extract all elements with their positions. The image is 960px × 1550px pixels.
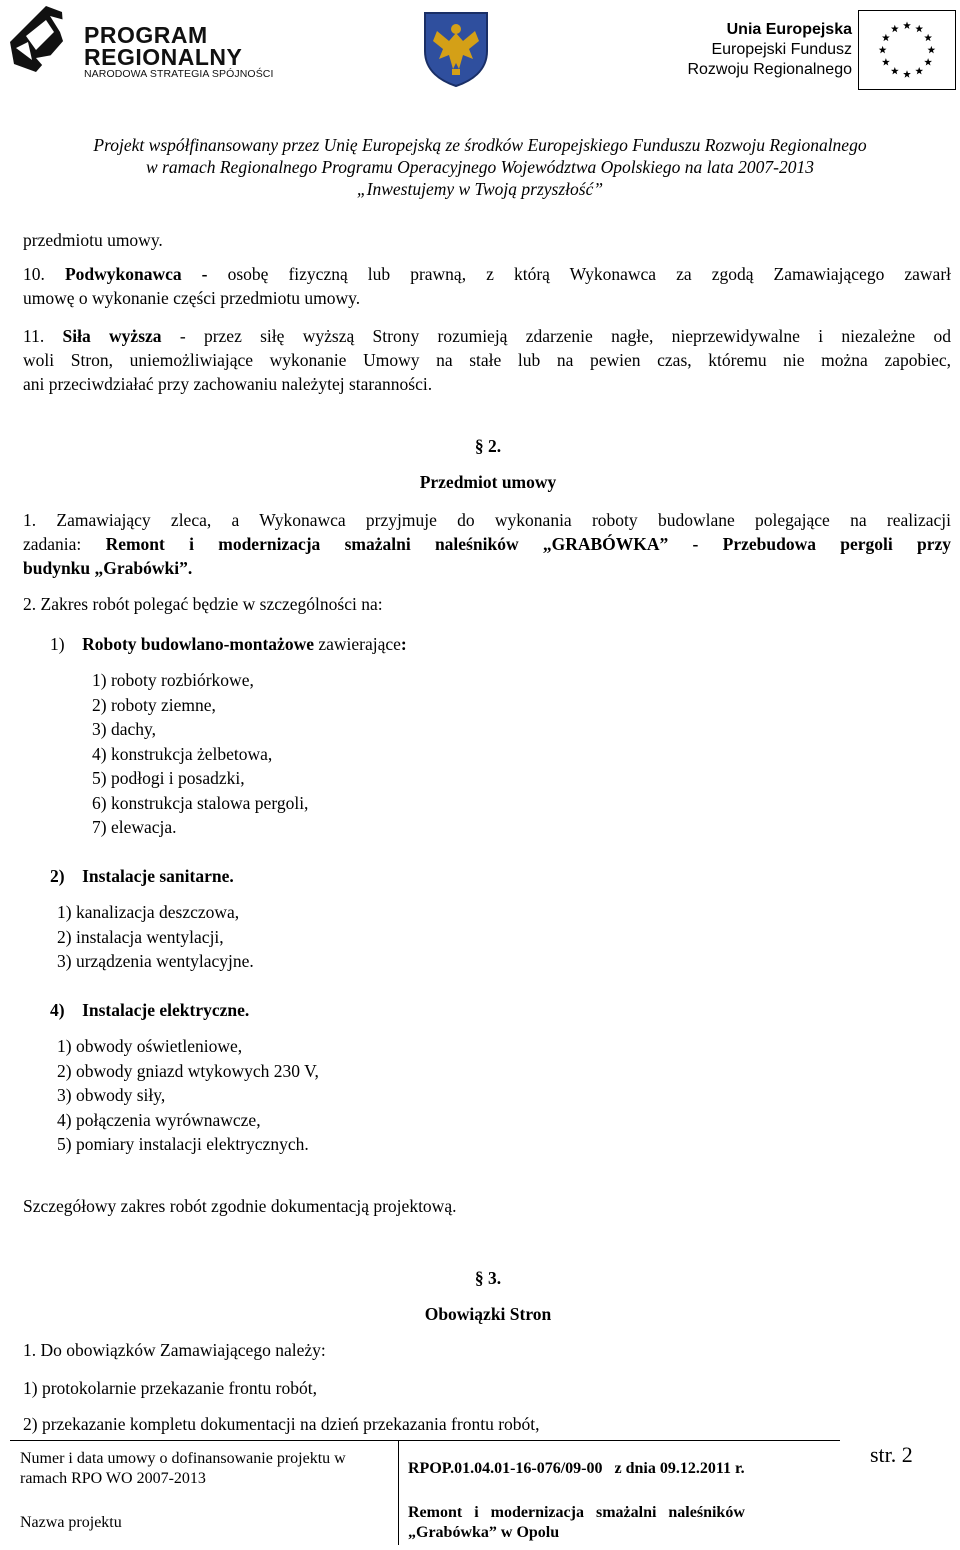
p10-number: 10. bbox=[23, 264, 45, 284]
s2-p1-line1: 1. Zamawiający zleca, a Wykonawca przyjmuje do wykonania roboty budowlane polegające na realizacji bbox=[23, 510, 951, 530]
footer-label-contract-line1: Numer i data umowy o dofinansowanie projektu w bbox=[20, 1450, 346, 1467]
eu-star-icon bbox=[915, 25, 923, 32]
eu-star-icon bbox=[903, 22, 911, 29]
paragraph-11-line2: woli Stron, uniemożliwiające wykonanie Umowy na stałe lub na pewien czas, któremu nie można zapobiec, bbox=[23, 350, 951, 370]
eu-star-icon bbox=[891, 25, 899, 32]
s3-item1: 1) protokolarnie przekazanie frontu robót, bbox=[23, 1378, 317, 1398]
eu-star-icon bbox=[879, 46, 887, 53]
list-item: 6) konstrukcja stalowa pergoli, bbox=[92, 792, 309, 813]
scope-closing-text: Szczegółowy zakres robót zgodnie dokumentacją projektową. bbox=[23, 1196, 457, 1216]
section-3-number: § 3. bbox=[474, 1268, 502, 1288]
section-2-title: Przedmiot umowy bbox=[419, 472, 557, 492]
group3-list bbox=[57, 1034, 319, 1157]
footer-divider bbox=[10, 1440, 840, 1441]
eu-star-icon bbox=[882, 58, 890, 65]
list-item: 1) roboty rozbiórkowe, bbox=[92, 670, 254, 690]
project-line-2: w ramach Regionalnego Programu Operacyjnego Województwa Opolskiego na lata 2007-2013 bbox=[145, 157, 815, 177]
project-line-1: Projekt współfinansowany przez Unię Europejską ze środków Europejskiego Funduszu Rozwoju Regionalnego bbox=[93, 135, 867, 155]
list-item: 2) instalacja wentylacji, bbox=[57, 926, 224, 947]
eu-star-icon bbox=[924, 58, 932, 65]
paragraph-10-line1 bbox=[23, 262, 951, 286]
paragraph-11-line3: ani przeciwdziałać przy zachowaniu należytej staranności. bbox=[23, 374, 433, 394]
eu-star-icon bbox=[924, 34, 932, 41]
program-logo-line3: NARODOWA STRATEGIA SPÓJNOŚCI bbox=[84, 68, 274, 80]
page-number: str. 2 bbox=[870, 1442, 913, 1467]
list-item: 5) podłogi i posadzki, bbox=[92, 768, 245, 788]
group1-heading bbox=[50, 632, 407, 656]
footer-project-name-line2: „Grabówka” w Opolu bbox=[408, 1524, 560, 1541]
p11-text1: - przez siłę wyższą Strony rozumieją zdarzenie nagłe, nieprzewidywalne i niezależne od bbox=[179, 326, 951, 346]
eu-line1: Unia Europejska bbox=[726, 21, 852, 38]
list-item: 5) pomiary instalacji elektrycznych. bbox=[57, 1134, 309, 1154]
eu-star-icon bbox=[927, 46, 935, 53]
s2-p1-prefix: zadania: bbox=[23, 534, 82, 554]
group1-list bbox=[92, 668, 308, 840]
group1-num: 1) bbox=[50, 634, 65, 654]
list-item: 2) roboty ziemne, bbox=[92, 694, 216, 715]
list-item: 3) obwody siły, bbox=[57, 1085, 166, 1105]
list-item: 1) kanalizacja deszczowa, bbox=[57, 902, 240, 922]
eu-line3: Rozwoju Regionalnego bbox=[687, 61, 852, 78]
continuation-text: przedmiotu umowy. bbox=[23, 230, 163, 250]
paragraph-10-line2: umowę o wykonanie części przedmiotu umowy. bbox=[23, 288, 361, 308]
eu-star-icon bbox=[915, 67, 923, 74]
group1-title-rest: zawierające bbox=[318, 634, 401, 654]
section-2-number: § 2. bbox=[474, 436, 502, 456]
p10-text1: osobę fizyczną lub prawną, z którą Wykonawca za zgodą Zamawiającego zawarł bbox=[227, 264, 952, 284]
s3-p1: 1. Do obowiązków Zamawiającego należy: bbox=[23, 1340, 326, 1360]
group1-title: Roboty budowlano-montażowe bbox=[82, 634, 314, 654]
group2-heading: 2) Instalacje sanitarne. bbox=[50, 866, 234, 886]
p11-term: Siła wyższa bbox=[62, 326, 162, 346]
group2-list bbox=[57, 900, 254, 974]
eu-star-icon bbox=[903, 70, 911, 77]
footer-column-divider bbox=[398, 1441, 399, 1545]
list-item: 3) urządzenia wentylacyjne. bbox=[57, 951, 254, 971]
s2-p1-line2 bbox=[23, 532, 951, 556]
group3-heading: 4) Instalacje elektryczne. bbox=[50, 1000, 250, 1020]
group1-colon: : bbox=[400, 634, 407, 654]
project-line-3: „Inwestujemy w Twoją przyszłość” bbox=[356, 179, 604, 199]
list-item: 3) dachy, bbox=[92, 719, 156, 739]
list-item: 7) elewacja. bbox=[92, 817, 177, 837]
program-logo-line1: PROGRAM bbox=[84, 22, 208, 48]
eu-star-icon bbox=[891, 67, 899, 74]
list-item: 4) konstrukcja żelbetowa, bbox=[92, 743, 273, 764]
eu-label bbox=[687, 20, 852, 80]
footer-label-project-name: Nazwa projektu bbox=[20, 1514, 122, 1531]
footer-label-contract-line2: ramach RPO WO 2007-2013 bbox=[20, 1470, 206, 1487]
footer-project-name-line1: Remont i modernizacja smażalni naleśników bbox=[408, 1504, 745, 1521]
paragraph-11-line1 bbox=[23, 324, 951, 348]
eu-flag-icon bbox=[858, 10, 956, 90]
s2-p1-line3: budynku „Grabówki”. bbox=[23, 558, 193, 578]
opolskie-crest-icon bbox=[423, 11, 489, 87]
footer-contract-number: RPOP.01.04.01-16-076/09-00 z dnia 09.12.2011 r. bbox=[408, 1460, 745, 1477]
p11-number: 11. bbox=[23, 326, 45, 346]
section-3-title: Obowiązki Stron bbox=[424, 1304, 552, 1324]
s3-item2: 2) przekazanie kompletu dokumentacji na dzień przekazania frontu robót, bbox=[23, 1414, 540, 1434]
s2-p2: 2. Zakres robót polegać będzie w szczególności na: bbox=[23, 594, 383, 614]
p10-term: Podwykonawca - bbox=[64, 264, 208, 284]
list-item: 1) obwody oświetleniowe, bbox=[57, 1036, 243, 1056]
list-item: 2) obwody gniazd wtykowych 230 V, bbox=[57, 1060, 319, 1081]
list-item: 4) połączenia wyrównawcze, bbox=[57, 1109, 261, 1130]
eu-star-icon bbox=[882, 34, 890, 41]
s2-p1-task-name: Remont i modernizacja smażalni naleśników „GRABÓWKA” - Przebudowa pergoli przy bbox=[105, 534, 951, 554]
eu-line2: Europejski Fundusz bbox=[711, 41, 852, 58]
program-regionalny-icon bbox=[6, 2, 84, 80]
program-regionalny-logo bbox=[6, 2, 296, 82]
program-logo-line2: REGIONALNY bbox=[84, 44, 243, 70]
